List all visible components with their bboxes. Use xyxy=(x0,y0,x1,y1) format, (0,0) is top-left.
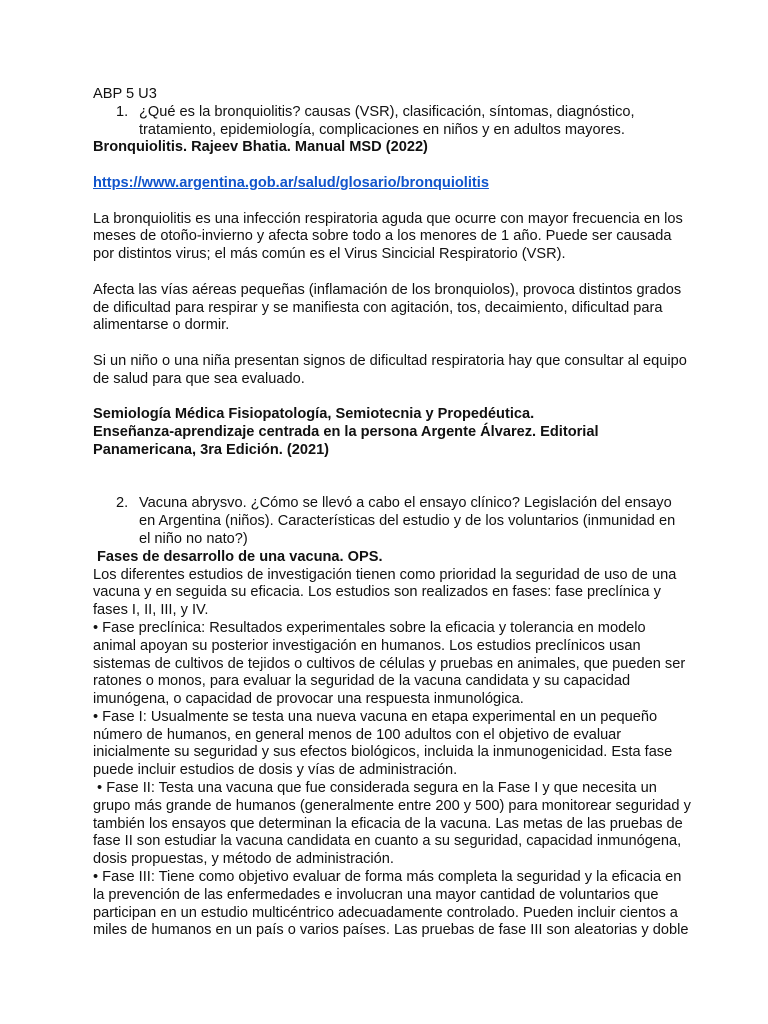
paragraph-line: de dificultad para respirar y se manifiesta con agitación, tos, decaimiento, dificultad para xyxy=(93,299,663,316)
paragraph-line: por distintos virus; el más común es el Virus Sincicial Respiratorio (VSR). xyxy=(93,246,566,263)
question-1 xyxy=(93,104,678,140)
body-line: vacuna y en seguida su eficacia. Los estudios son realizados en fases: fase preclínica y xyxy=(93,584,661,601)
doc-header: ABP 5 U3 xyxy=(93,86,157,102)
body-line: imunógena, o capacidad de provocar una respuesta inmunológica. xyxy=(93,691,524,708)
paragraph-line: de salud para que sea evaluado. xyxy=(93,370,305,387)
question-2-line: Vacuna abrysvo. ¿Cómo se llevó a cabo el ensayo clínico? Legislación del ensayo xyxy=(139,495,672,512)
paragraph-line: Afecta las vías aéreas pequeñas (inflamación de los bronquiolos), provoca distintos grados xyxy=(93,281,682,298)
body-line: inicialmente su seguridad y sus efectos biológicos, incluida la inmunogenicidad. Esta fase xyxy=(93,744,673,761)
body-line: • Fase II: Testa una vacuna que fue considerada segura en la Fase I y que necesita un xyxy=(93,780,657,797)
question-2-line: el niño no nato?) xyxy=(139,530,248,547)
reference-line: Panamericana, 3ra Edición. (2021) xyxy=(93,441,330,458)
paragraph-advice xyxy=(93,352,687,389)
paragraph-definition xyxy=(93,210,683,264)
question-2 xyxy=(93,495,678,548)
paragraph-line: La bronquiolitis es una infección respiratoria aguda que ocurre con mayor frecuencia en los xyxy=(93,210,683,227)
body-line: • Fase preclínica: Resultados experimentales sobre la eficacia y tolerancia en modelo xyxy=(93,619,646,636)
reference-line: Semiología Médica Fisiopatología, Semiotecnia y Propedéutica. xyxy=(93,406,535,423)
reference-ops: Fases de desarrollo de una vacuna. OPS. xyxy=(97,548,383,565)
body-line: ratones o monos, para evaluar la seguridad de la vacuna candidata y su capacidad xyxy=(93,673,631,690)
reference-msd: Bronquiolitis. Rajeev Bhatia. Manual MSD (2022) xyxy=(93,139,428,156)
body-line: fases I, II, III, y IV. xyxy=(93,602,209,619)
body-line: puede incluir estudios de dosis y vías de administración. xyxy=(93,762,458,779)
body-line: animal apoyan su posterior investigación en humanos. Los estudios preclínicos usan xyxy=(93,637,641,654)
question-1-line: tratamiento, epidemiología, complicaciones en niños y en adultos mayores. xyxy=(139,121,625,138)
body-line: grupo más grande de humanos (generalmente entre 200 y 500) para monitorear seguridad y xyxy=(93,797,691,814)
body-line: fase II son estudiar la vacuna candidata en cuanto a su seguridad, capacidad inmunógena, xyxy=(93,833,682,850)
vaccine-phases-body xyxy=(93,566,691,941)
paragraph-line: Si un niño o una niña presentan signos de dificultad respiratoria hay que consultar al equipo xyxy=(93,352,687,369)
list-number: 2. xyxy=(116,495,129,512)
paragraph-symptoms xyxy=(93,281,682,335)
body-line: miles de humanos en un país o varios países. Las pruebas de fase III son aleatorias y doble xyxy=(93,922,689,939)
body-line: también los ensayos que determinan la eficacia de la vacuna. Las metas de las pruebas de xyxy=(93,815,683,832)
question-1-line: ¿Qué es la bronquiolitis? causas (VSR), clasificación, síntomas, diagnóstico, xyxy=(139,103,635,120)
reference-line: Enseñanza-aprendizaje centrada en la persona Argente Álvarez. Editorial xyxy=(93,424,599,441)
source-link[interactable]: https://www.argentina.gob.ar/salud/glosario/bronquiolitis xyxy=(93,174,489,191)
reference-semiologia xyxy=(93,406,678,459)
body-line: • Fase I: Usualmente se testa una nueva vacuna en etapa experimental en un pequeño xyxy=(93,708,658,725)
question-2-line: en Argentina (niños). Características del estudio y de los voluntarios (inmunidad en xyxy=(139,513,676,530)
body-line: participan en un estudio multicéntrico adecuadamente controlado. Pueden incluir cientos a xyxy=(93,904,678,921)
body-line: • Fase III: Tiene como objetivo evaluar de forma más completa la seguridad y la eficacia en xyxy=(93,869,682,886)
list-number: 1. xyxy=(116,103,129,120)
body-line: Los diferentes estudios de investigación tienen como prioridad la seguridad de uso de una xyxy=(93,566,677,583)
body-line: la prevención de las enfermedades e involucran una mayor cantidad de voluntarios que xyxy=(93,886,659,903)
body-line: sistemas de cultivos de tejidos o cultivos de células y pruebas en animales, que pueden ser xyxy=(93,655,686,672)
body-line: número de humanos, en general menos de 100 adultos con el objetivo de evaluar xyxy=(93,726,622,743)
paragraph-line: meses de otoño-invierno y afecta sobre todo a los menores de 1 año. Puede ser causada xyxy=(93,228,672,245)
document-page xyxy=(93,86,691,940)
paragraph-line: alimentarse o dormir. xyxy=(93,317,230,334)
body-line: dosis propuestas, y método de administración. xyxy=(93,851,394,868)
